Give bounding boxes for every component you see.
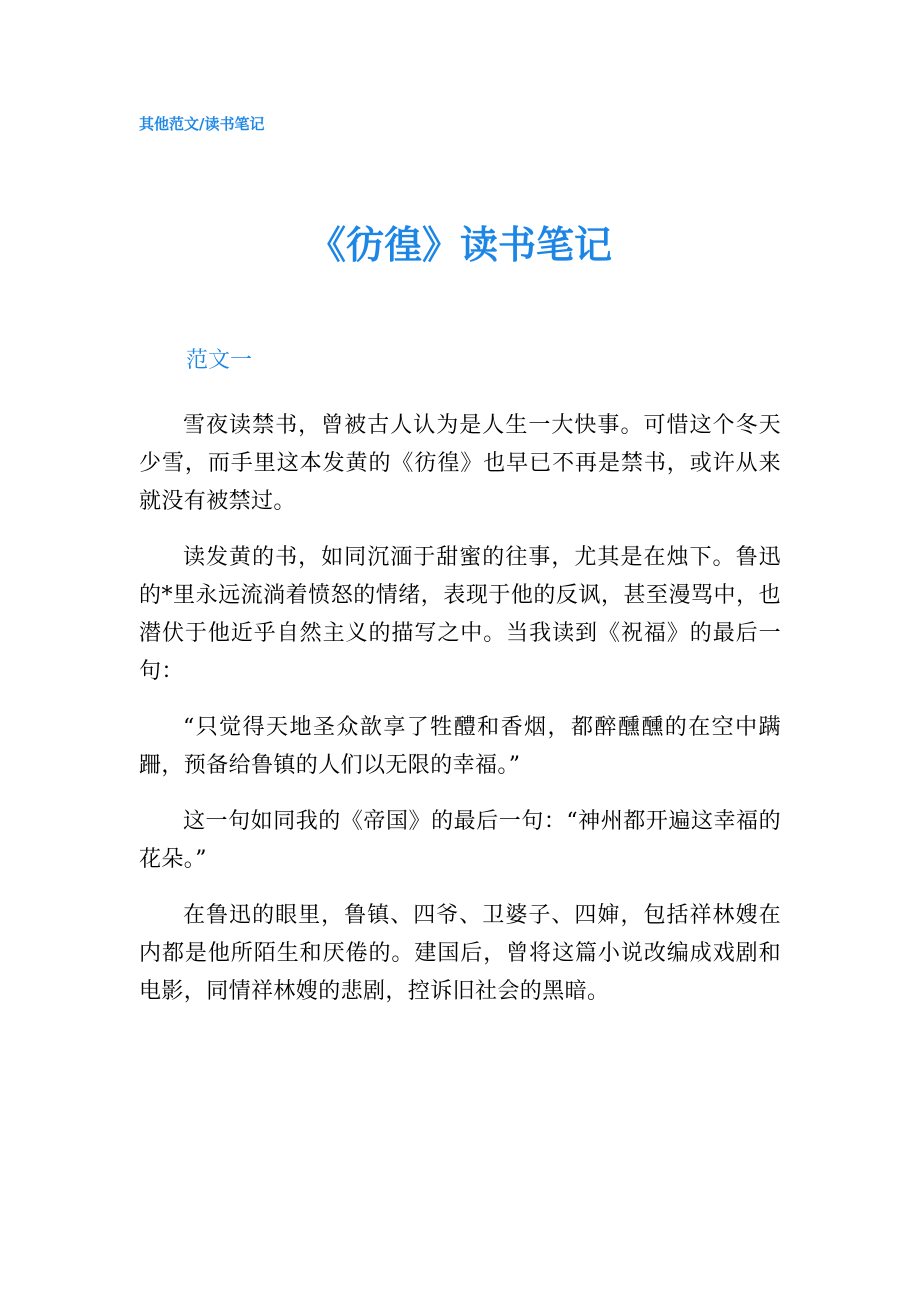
paragraph-2: 读发黄的书，如同沉湎于甜蜜的往事，尤其是在烛下。鲁迅的*里永远流淌着愤怒的情绪，表现于他的反讽，甚至漫骂中，也潜伏于他近乎自然主义的描写之中。当我读到《祝福》的最后一句： xyxy=(139,545,781,684)
breadcrumb: 其他范文/读书笔记 xyxy=(139,115,265,133)
article-body xyxy=(139,407,781,1029)
paragraph-4: 这一句如同我的《帝国》的最后一句：“神州都开遍这幸福的花朵。” xyxy=(139,809,781,872)
paragraph-5: 在鲁迅的眼里，鲁镇、四爷、卫婆子、四婶，包括祥林嫂在内都是他所陌生和厌倦的。建国后，曾将这篇小说改编成戏剧和电影，同情祥林嫂的悲剧，控诉旧社会的黑暗。 xyxy=(139,903,781,1004)
section-heading: 范文一 xyxy=(186,348,253,373)
paragraph-1: 雪夜读禁书，曾被古人认为是人生一大快事。可惜这个冬天少雪，而手里这本发黄的《彷徨》也早已不再是禁书，或许从来就没有被禁过。 xyxy=(139,413,781,514)
paragraph-3: “只觉得天地圣众歆享了牲醴和香烟，都醉醺醺的在空中蹒跚，预备给鲁镇的人们以无限的幸福。” xyxy=(139,715,781,778)
page-title: 《彷徨》读书笔记 xyxy=(307,223,612,267)
